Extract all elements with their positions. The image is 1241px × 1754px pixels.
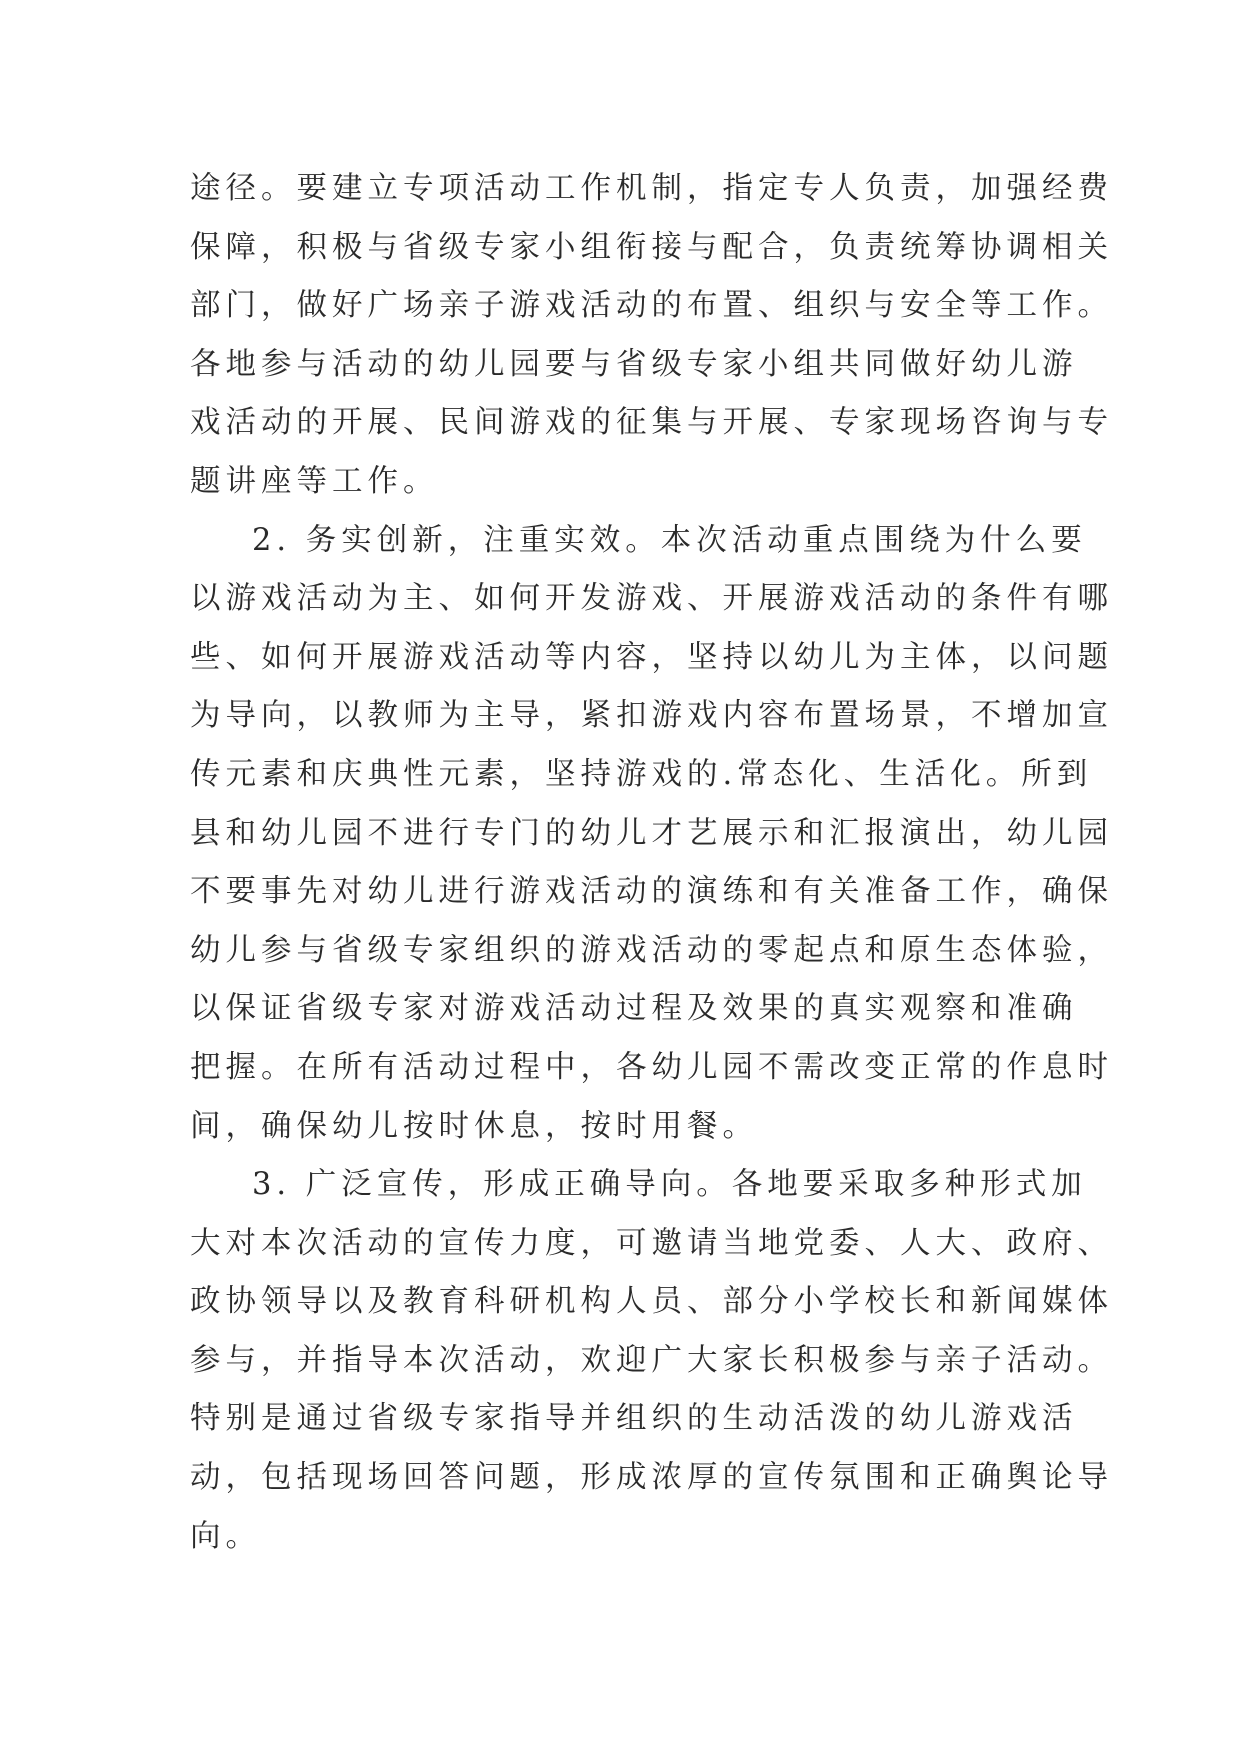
text-line: 些、如何开展游戏活动等内容，坚持以幼儿为主体，以问题 bbox=[190, 639, 1113, 675]
text-line: 把握。在所有活动过程中，各幼儿园不需改变正常的作息时 bbox=[190, 1049, 1113, 1085]
text-line: 3. 广泛宣传，形成正确导向。各地要采取多种形式加 bbox=[252, 1167, 1087, 1203]
text-line: 动，包括现场回答问题，形成浓厚的宣传氛围和正确舆论导 bbox=[190, 1460, 1113, 1496]
text-line: 不要事先对幼儿进行游戏活动的演练和有关准备工作，确保 bbox=[190, 874, 1113, 910]
text-line: 大对本次活动的宣传力度，可邀请当地党委、人大、政府、 bbox=[190, 1225, 1113, 1261]
text-line: 参与，并指导本次活动，欢迎广大家长积极参与亲子活动。 bbox=[190, 1342, 1113, 1378]
text-line: 以游戏活动为主、如何开发游戏、开展游戏活动的条件有哪 bbox=[190, 581, 1113, 617]
text-line: 保障，积极与省级专家小组衔接与配合，负责统筹协调相关 bbox=[190, 229, 1113, 265]
text-line: 以保证省级专家对游戏活动过程及效果的真实观察和准确 bbox=[190, 991, 1078, 1027]
text-line: 题讲座等工作。 bbox=[190, 463, 439, 499]
text-line: 向。 bbox=[190, 1518, 261, 1554]
text-line: 幼儿参与省级专家组织的游戏活动的零起点和原生态体验， bbox=[190, 932, 1113, 968]
text-line: 各地参与活动的幼儿园要与省级专家小组共同做好幼儿游 bbox=[190, 346, 1078, 382]
text-line: 传元素和庆典性元素，坚持游戏的.常态化、生活化。所到 bbox=[190, 756, 1093, 792]
text-line: 间，确保幼儿按时休息，按时用餐。 bbox=[190, 1108, 758, 1144]
document-body bbox=[190, 160, 1113, 1566]
text-line: 为导向，以教师为主导，紧扣游戏内容布置场景，不增加宣 bbox=[190, 698, 1113, 734]
text-line: 县和幼儿园不进行专门的幼儿才艺展示和汇报演出，幼儿园 bbox=[190, 815, 1113, 851]
text-line: 政协领导以及教育科研机构人员、部分小学校长和新闻媒体 bbox=[190, 1284, 1113, 1320]
text-line: 途径。要建立专项活动工作机制，指定专人负责，加强经费 bbox=[190, 171, 1113, 206]
paragraph-1 bbox=[190, 160, 1113, 512]
text-line: 2. 务实创新，注重实效。本次活动重点围绕为什么要 bbox=[252, 522, 1087, 558]
paragraph-3 bbox=[190, 1156, 1113, 1566]
text-line: 戏活动的开展、民间游戏的征集与开展、专家现场咨询与专 bbox=[190, 405, 1113, 441]
text-line: 部门，做好广场亲子游戏活动的布置、组织与安全等工作。 bbox=[190, 288, 1113, 324]
text-line: 特别是通过省级专家指导并组织的生动活泼的幼儿游戏活 bbox=[190, 1401, 1078, 1437]
paragraph-2 bbox=[190, 512, 1113, 1157]
